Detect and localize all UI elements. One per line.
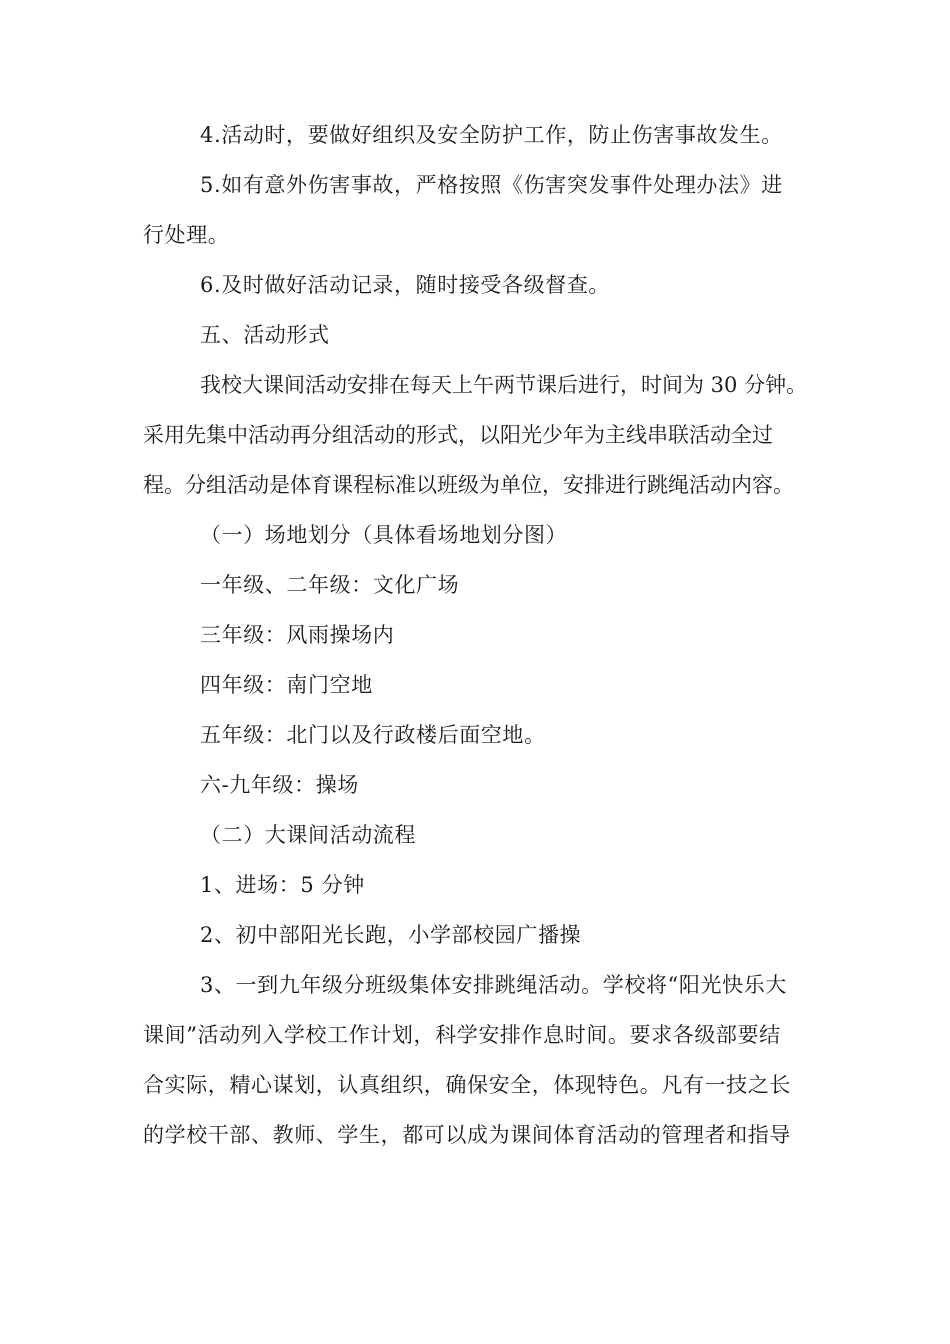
venue-item: 五年级：北门以及行政楼后面空地。 [200, 723, 546, 747]
subheading-activity-flow: （二）大课间活动流程 [200, 823, 416, 847]
paragraph-line: 程。分组活动是体育课程标准以班级为单位，安排进行跳绳活动内容。 [143, 473, 794, 497]
paragraph-line: 我校大课间活动安排在每天上午两节课后进行，时间为 30 分钟。 [200, 373, 808, 397]
subheading-venue-division: （一）场地划分（具体看场地划分图） [200, 523, 568, 547]
rule-item-5-continuation: 行处理。 [143, 223, 230, 247]
paragraph-line: 的学校干部、教师、学生，都可以成为课间体育活动的管理者和指导 [143, 1123, 791, 1147]
flow-step: 1、进场：5 分钟 [200, 873, 365, 897]
rule-item-5: 5.如有意外伤害事故，严格按照《伤害突发事件处理办法》进 [200, 173, 783, 197]
paragraph-line: 采用先集中活动再分组活动的形式，以阳光少年为主线串联活动全过 [143, 423, 773, 447]
paragraph-line: 课间”活动列入学校工作计划，科学安排作息时间。要求各级部要结 [143, 1023, 781, 1047]
flow-step: 3、一到九年级分班级集体安排跳绳活动。学校将“阳光快乐大 [200, 973, 787, 997]
rule-item-4: 4.活动时，要做好组织及安全防护工作，防止伤害事故发生。 [200, 123, 783, 147]
venue-item: 六-九年级：操场 [200, 773, 359, 797]
flow-step: 2、初中部阳光长跑，小学部校园广播操 [200, 923, 582, 947]
paragraph-line: 合实际，精心谋划，认真组织，确保安全，体现特色。凡有一技之长 [143, 1073, 791, 1097]
venue-item: 三年级：风雨操场内 [200, 623, 395, 647]
rule-item-6: 6.及时做好活动记录，随时接受各级督查。 [200, 273, 611, 297]
section-heading-activity-form: 五、活动形式 [200, 323, 330, 347]
venue-item: 四年级：南门空地 [200, 673, 373, 697]
venue-item: 一年级、二年级：文化广场 [200, 573, 460, 597]
